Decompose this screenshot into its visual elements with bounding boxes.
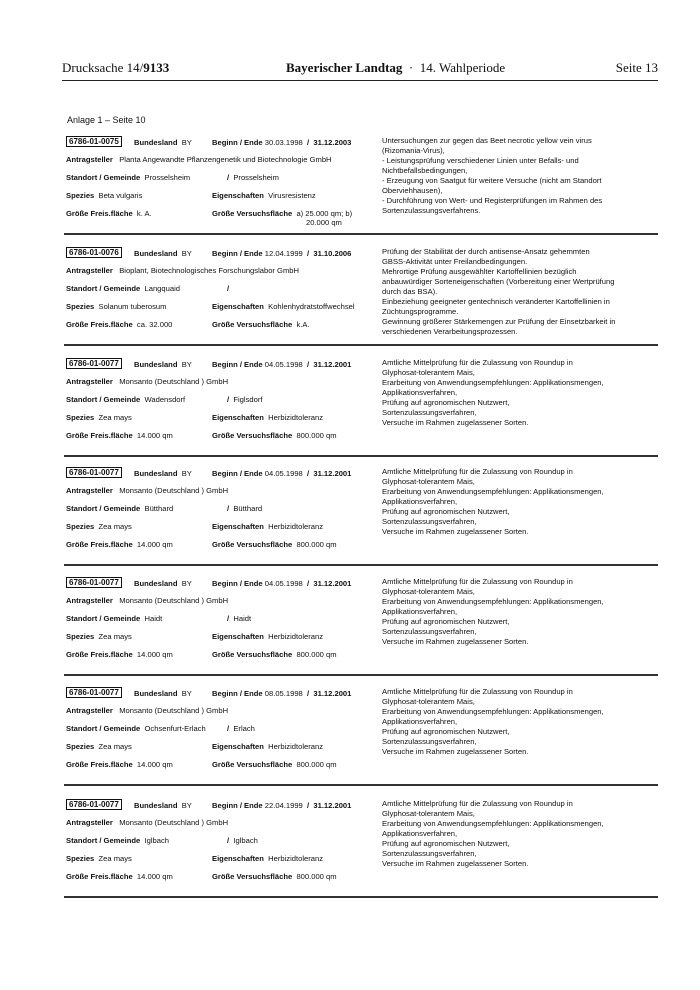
eigenschaften-value: Herbizidtoleranz [268,522,324,531]
record-entry: 6786-01-0077 Bundesland BY Beginn / Ende 22.04.1999 / 31.12.2001 Antragsteller Monsanto (Deutschland ) GmbH Standort / Gemeinde Iglbach / Iglbach Spezies Zea mays Eigenschaften Herbizidtoleranz Größe Freis.fläche 14.000 qm Größe Versuchsfläche 800.000 qm Amtliche Mittelprüfung für die Zulassung von Roundup in Glyphosat-tolerantem Mais, Erarbeitung von Anwendungsempfehlungen: Applikationsmengen, Applikationsverfahren, Prüfung auf agronomischen Nutzwert, Sortenzulassungsverfahren, Versuche im Rahmen zugelassener Sorten. [66,799,658,899]
ende-date: 31.12.2001 [313,469,352,478]
record-divider [64,564,658,566]
description-line: Oberviehhausen), [382,186,443,195]
description-line: Amtliche Mittelprüfung für die Zulassung von Roundup in [382,358,573,367]
standort-value: Iglbach [144,836,169,845]
description-line: Erarbeitung von Anwendungsempfehlungen: Applikationsmengen, [382,378,604,387]
record-id: 6786-01-0077 [66,687,122,698]
description-line: Amtliche Mittelprüfung für die Zulassung von Roundup in [382,687,573,696]
bundesland-label: Bundesland [134,579,178,588]
header-divider [62,80,658,81]
gemeinde-value: Bütthard [233,504,263,513]
ende-date: 31.12.2001 [313,360,352,369]
description-line: Gewinnung größerer Stärkemengen zur Prüfung der Einsetzbarkeit in [382,317,616,326]
description-line: Untersuchungen zur gegen das Beet necrotic yellow vein virus [382,136,592,145]
antragsteller-label: Antragsteller [66,266,113,275]
eigenschaften-label: Eigenschaften [212,632,264,641]
standort-label: Standort / Gemeinde [66,173,141,182]
description-line: Versuche im Rahmen zugelassener Sorten. [382,747,529,756]
eigenschaften-label: Eigenschaften [212,302,264,311]
spezies-value: Zea mays [98,413,132,422]
annex-label: Anlage 1 – Seite 10 [67,115,146,125]
freisflaeche-value: 14.000 qm [136,540,173,549]
freisflaeche-value: 14.000 qm [136,760,173,769]
eigenschaften-value: Herbizidtoleranz [268,413,324,422]
standort-label: Standort / Gemeinde [66,836,141,845]
record-description [382,467,644,537]
antragsteller-label: Antragsteller [66,155,113,164]
beginn-date: 12.04.1999 [264,249,303,258]
parliament-name: Bayerischer Landtag [286,60,403,75]
gemeinde-value: Figlsdorf [233,395,263,404]
beginn-ende-label: Beginn / Ende [212,801,263,810]
ende-date: 31.10.2006 [313,249,352,258]
antragsteller-label: Antragsteller [66,377,113,386]
record-divider [64,674,658,676]
beginn-date: 04.05.1998 [264,469,303,478]
eigenschaften-value: Herbizidtoleranz [268,854,324,863]
record-description [382,358,644,428]
versuchsflaeche-value: 800.000 qm [296,872,337,881]
bundesland-value: BY [181,138,192,147]
ende-date: 31.12.2001 [313,579,352,588]
description-line: Glyphosat-tolerantem Mais, [382,809,475,818]
versuchsflaeche-value: a) 25.000 qm; b) [296,209,353,218]
versuchsflaeche-value: 800.000 qm [296,431,337,440]
record-divider [64,784,658,786]
description-line: Amtliche Mittelprüfung für die Zulassung von Roundup in [382,577,573,586]
record-id: 6786-01-0077 [66,799,122,810]
freisflaeche-value: 14.000 qm [136,872,173,881]
record-entry: 6786-01-0077 Bundesland BY Beginn / Ende 04.05.1998 / 31.12.2001 Antragsteller Monsanto (Deutschland ) GmbH Standort / Gemeinde Wadensdorf / Figlsdorf Spezies Zea mays Eigenschaften Herbizidtoleranz Größe Freis.fläche 14.000 qm Größe Versuchsfläche 800.000 qm Amtliche Mittelprüfung für die Zulassung von Roundup in Glyphosat-tolerantem Mais, Erarbeitung von Anwendungsempfehlungen: Applikationsmengen, Applikationsverfahren, Prüfung auf agronomischen Nutzwert, Sortenzulassungsverfahren, Versuche im Rahmen zugelassener Sorten. [66,358,658,458]
record-id: 6786-01-0076 [66,247,122,258]
spezies-value: Beta vulgaris [98,191,143,200]
standort-value: Wadensdorf [144,395,186,404]
bundesland-label: Bundesland [134,360,178,369]
antragsteller-label: Antragsteller [66,596,113,605]
bundesland-label: Bundesland [134,138,178,147]
spezies-label: Spezies [66,191,95,200]
standort-value: Prosselsheim [144,173,191,182]
description-line: Prüfung auf agronomischen Nutzwert, [382,507,510,516]
beginn-date: 08.05.1998 [264,689,303,698]
bundesland-value: BY [181,469,192,478]
description-line: Glyphosat-tolerantem Mais, [382,587,475,596]
gemeinde-value: Prosselsheim [233,173,279,182]
bundesland-value: BY [181,689,192,698]
description-line: Sortenzulassungsverfahren, [382,627,477,636]
freisflaeche-label: Größe Freis.fläche [66,760,133,769]
versuchsflaeche-label: Größe Versuchsfläche [212,209,293,218]
description-line: Versuche im Rahmen zugelassener Sorten. [382,527,529,536]
record-id: 6786-01-0075 [66,136,122,147]
description-line: - Durchführung von Wert- und Registerprüfungen im Rahmen des [382,196,603,205]
record-description [382,799,644,869]
versuchsflaeche-label: Größe Versuchsfläche [212,872,293,881]
description-line: Sortenzulassungsverfahren, [382,849,477,858]
spezies-label: Spezies [66,854,95,863]
antragsteller-label: Antragsteller [66,486,113,495]
freisflaeche-value: 14.000 qm [136,431,173,440]
description-line: Einbeziehung geeigneter gentechnisch veränderter Kartoffellinien in [382,297,610,306]
spezies-value: Zea mays [98,742,132,751]
record-entry: 6786-01-0075 Bundesland BY Beginn / Ende 30.03.1998 / 31.12.2003 Antragsteller Planta Angewandte Pflanzengenetik und Biotechnologie GmbH Standort / Gemeinde Prosselsheim / Prosselsheim Spezies Beta vulgaris Eigenschaften Virusresistenz Größe Freis.fläche k. A. Größe Versuchsfläche a) 25.000 qm; b) 20.000 qm Untersuchungen zur gegen das Beet necrotic yellow vein virus (Rizomania-Virus), - Leistungsprüfung verschiedener Linien unter Befalls- und Nichtbefallsbedingungen, - Erzeugung von Saatgut für weitere Versuche (nicht am Standort Oberviehhausen), - Durchführung von Wert- und Registerprüfungen im Rahmen des Sortenzulassungsverfahrens. [66,136,658,236]
description-line: - Erzeugung von Saatgut für weitere Versuche (nicht am Standort [382,176,602,185]
antragsteller-value: Monsanto (Deutschland ) GmbH [119,596,229,605]
record-header [66,578,122,587]
description-line: Sortenzulassungsverfahren, [382,517,477,526]
description-line: Erarbeitung von Anwendungsempfehlungen: Applikationsmengen, [382,487,604,496]
freisflaeche-label: Größe Freis.fläche [66,872,133,881]
record-description [382,247,644,337]
beginn-date: 04.05.1998 [264,360,303,369]
description-line: Amtliche Mittelprüfung für die Zulassung von Roundup in [382,467,573,476]
spezies-label: Spezies [66,522,95,531]
spezies-value: Solanum tuberosum [98,302,167,311]
description-line: Applikationsverfahren, [382,497,458,506]
bundesland-label: Bundesland [134,469,178,478]
record-entry: 6786-01-0077 Bundesland BY Beginn / Ende 04.05.1998 / 31.12.2001 Antragsteller Monsanto (Deutschland ) GmbH Standort / Gemeinde Haidt / Haidt Spezies Zea mays Eigenschaften Herbizidtoleranz Größe Freis.fläche 14.000 qm Größe Versuchsfläche 800.000 qm Amtliche Mittelprüfung für die Zulassung von Roundup in Glyphosat-tolerantem Mais, Erarbeitung von Anwendungsempfehlungen: Applikationsmengen, Applikationsverfahren, Prüfung auf agronomischen Nutzwert, Sortenzulassungsverfahren, Versuche im Rahmen zugelassener Sorten. [66,577,658,677]
antragsteller-value: Monsanto (Deutschland ) GmbH [119,377,229,386]
record-description [382,577,644,647]
spezies-value: Zea mays [98,632,132,641]
gemeinde-value: Erlach [233,724,255,733]
freisflaeche-label: Größe Freis.fläche [66,540,133,549]
eigenschaften-label: Eigenschaften [212,413,264,422]
standort-label: Standort / Gemeinde [66,724,141,733]
spezies-value: Zea mays [98,854,132,863]
description-line: - Leistungsprüfung verschiedener Linien unter Befalls- und [382,156,579,165]
spezies-value: Zea mays [98,522,132,531]
standort-label: Standort / Gemeinde [66,284,141,293]
beginn-ende-label: Beginn / Ende [212,689,263,698]
standort-label: Standort / Gemeinde [66,614,141,623]
versuchsflaeche-label: Größe Versuchsfläche [212,650,293,659]
standort-value: Haidt [144,614,163,623]
legislative-period: 14. Wahlperiode [419,60,506,75]
record-divider [64,344,658,346]
description-line: Prüfung auf agronomischen Nutzwert, [382,398,510,407]
spezies-label: Spezies [66,302,95,311]
description-line: anbauwürdiger Sorteneigenschaften (Vorbereitung einer Wertprüfung [382,277,615,286]
spezies-label: Spezies [66,413,95,422]
record-id: 6786-01-0077 [66,358,122,369]
beginn-date: 30.03.1998 [264,138,303,147]
description-line: Applikationsverfahren, [382,717,458,726]
description-line: Prüfung auf agronomischen Nutzwert, [382,839,510,848]
freisflaeche-label: Größe Freis.fläche [66,320,133,329]
description-line: Glyphosat-tolerantem Mais, [382,368,475,377]
beginn-ende-label: Beginn / Ende [212,249,263,258]
record-id: 6786-01-0077 [66,577,122,588]
record-entry: 6786-01-0077 Bundesland BY Beginn / Ende 04.05.1998 / 31.12.2001 Antragsteller Monsanto (Deutschland ) GmbH Standort / Gemeinde Bütthard / Bütthard Spezies Zea mays Eigenschaften Herbizidtoleranz Größe Freis.fläche 14.000 qm Größe Versuchsfläche 800.000 qm Amtliche Mittelprüfung für die Zulassung von Roundup in Glyphosat-tolerantem Mais, Erarbeitung von Anwendungsempfehlungen: Applikationsmengen, Applikationsverfahren, Prüfung auf agronomischen Nutzwert, Sortenzulassungsverfahren, Versuche im Rahmen zugelassener Sorten. [66,467,658,567]
description-line: durch das BSA). [382,287,438,296]
freisflaeche-label: Größe Freis.fläche [66,650,133,659]
eigenschaften-value: Herbizidtoleranz [268,742,324,751]
page-number: Seite 13 [615,60,658,75]
description-line: Amtliche Mittelprüfung für die Zulassung von Roundup in [382,799,573,808]
standort-value: Langquaid [144,284,180,293]
description-line: (Rizomania-Virus), [382,146,445,155]
antragsteller-value: Monsanto (Deutschland ) GmbH [119,706,229,715]
versuchsflaeche-label: Größe Versuchsfläche [212,760,293,769]
record-description [382,687,644,757]
record-id: 6786-01-0077 [66,467,122,478]
freisflaeche-label: Größe Freis.fläche [66,431,133,440]
beginn-ende-label: Beginn / Ende [212,360,263,369]
description-line: Applikationsverfahren, [382,829,458,838]
ende-date: 31.12.2001 [313,801,352,810]
description-line: Züchtungsprogramme. [382,307,459,316]
bundesland-label: Bundesland [134,249,178,258]
spezies-label: Spezies [66,632,95,641]
description-line: Erarbeitung von Anwendungsempfehlungen: Applikationsmengen, [382,707,604,716]
description-line: Glyphosat-tolerantem Mais, [382,477,475,486]
description-line: Versuche im Rahmen zugelassener Sorten. [382,859,529,868]
antragsteller-value: Planta Angewandte Pflanzengenetik und Biotechnologie GmbH [119,155,332,164]
description-line: Glyphosat-tolerantem Mais, [382,697,475,706]
description-line: Nichtbefallsbedingungen, [382,166,468,175]
freisflaeche-value: k. A. [136,209,152,218]
versuchsflaeche-value: 800.000 qm [296,760,337,769]
antragsteller-label: Antragsteller [66,706,113,715]
description-line: Applikationsverfahren, [382,607,458,616]
description-line: Sortenzulassungsverfahren, [382,737,477,746]
spezies-label: Spezies [66,742,95,751]
record-header [66,137,122,146]
eigenschaften-label: Eigenschaften [212,854,264,863]
eigenschaften-value: Kohlenhydratstoffwechsel [268,302,355,311]
gemeinde-value: Iglbach [233,836,258,845]
standort-value: Bütthard [144,504,174,513]
versuchsflaeche-label: Größe Versuchsfläche [212,540,293,549]
eigenschaften-value: Virusresistenz [268,191,316,200]
versuchsflaeche-value-cont: 20.000 qm [306,218,342,227]
ende-date: 31.12.2001 [313,689,352,698]
antragsteller-label: Antragsteller [66,818,113,827]
versuchsflaeche-value: k.A. [296,320,310,329]
beginn-date: 22.04.1999 [264,801,303,810]
description-line: Erarbeitung von Anwendungsempfehlungen: Applikationsmengen, [382,597,604,606]
versuchsflaeche-label: Größe Versuchsfläche [212,320,293,329]
header-center: Bayerischer Landtag · 14. Wahlperiode [286,60,506,75]
versuchsflaeche-label: Größe Versuchsfläche [212,431,293,440]
versuchsflaeche-value: 800.000 qm [296,540,337,549]
eigenschaften-value: Herbizidtoleranz [268,632,324,641]
description-line: Prüfung der Stabilität der durch antisense-Ansatz gehemmten [382,247,590,256]
bundesland-value: BY [181,801,192,810]
beginn-ende-label: Beginn / Ende [212,579,263,588]
beginn-ende-label: Beginn / Ende [212,138,263,147]
ende-date: 31.12.2003 [313,138,352,147]
record-header [66,800,122,809]
description-line: Prüfung auf agronomischen Nutzwert, [382,727,510,736]
eigenschaften-label: Eigenschaften [212,522,264,531]
document-number: Drucksache 14/9133 [62,60,170,75]
description-line: verschiedenen Verarbeitungsprozessen. [382,327,518,336]
bundesland-label: Bundesland [134,689,178,698]
bundesland-value: BY [181,249,192,258]
gemeinde-value: Haidt [233,614,252,623]
eigenschaften-label: Eigenschaften [212,742,264,751]
standort-label: Standort / Gemeinde [66,504,141,513]
record-description [382,136,644,216]
versuchsflaeche-value: 800.000 qm [296,650,337,659]
antragsteller-value: Monsanto (Deutschland ) GmbH [119,818,229,827]
standort-value: Ochsenfurt-Erlach [144,724,206,733]
description-line: Mehrortige Prüfung ausgewählter Kartoffellinien bezüglich [382,267,577,276]
record-header [66,688,122,697]
antragsteller-value: Bioplant, Biotechnologisches Forschungslabor GmbH [119,266,300,275]
bundesland-label: Bundesland [134,801,178,810]
freisflaeche-label: Größe Freis.fläche [66,209,133,218]
bundesland-value: BY [181,360,192,369]
standort-label: Standort / Gemeinde [66,395,141,404]
description-line: Applikationsverfahren, [382,388,458,397]
freisflaeche-value: 14.000 qm [136,650,173,659]
description-line: Sortenzulassungsverfahren, [382,408,477,417]
record-divider [64,455,658,457]
record-header [66,468,122,477]
bundesland-value: BY [181,579,192,588]
beginn-ende-label: Beginn / Ende [212,469,263,478]
description-line: Versuche im Rahmen zugelassener Sorten. [382,637,529,646]
beginn-date: 04.05.1998 [264,579,303,588]
freisflaeche-value: ca. 32.000 [136,320,173,329]
record-header [66,248,122,257]
eigenschaften-label: Eigenschaften [212,191,264,200]
record-entry: 6786-01-0077 Bundesland BY Beginn / Ende 08.05.1998 / 31.12.2001 Antragsteller Monsanto (Deutschland ) GmbH Standort / Gemeinde Ochsenfurt-Erlach / Erlach Spezies Zea mays Eigenschaften Herbizidtoleranz Größe Freis.fläche 14.000 qm Größe Versuchsfläche 800.000 qm Amtliche Mittelprüfung für die Zulassung von Roundup in Glyphosat-tolerantem Mais, Erarbeitung von Anwendungsempfehlungen: Applikationsmengen, Applikationsverfahren, Prüfung auf agronomischen Nutzwert, Sortenzulassungsverfahren, Versuche im Rahmen zugelassener Sorten. [66,687,658,787]
record-header [66,359,122,368]
description-line: Erarbeitung von Anwendungsempfehlungen: Applikationsmengen, [382,819,604,828]
description-line: Prüfung auf agronomischen Nutzwert, [382,617,510,626]
description-line: Sortenzulassungsverfahrens. [382,206,481,215]
description-line: Versuche im Rahmen zugelassener Sorten. [382,418,529,427]
antragsteller-value: Monsanto (Deutschland ) GmbH [119,486,229,495]
record-divider [64,896,658,898]
record-divider [64,233,658,235]
description-line: GBSS-Aktivität unter Freilandbedingungen. [382,257,528,266]
record-entry: 6786-01-0076 Bundesland BY Beginn / Ende 12.04.1999 / 31.10.2006 Antragsteller Bioplant, Biotechnologisches Forschungslabor GmbH Standort / Gemeinde Langquaid / Spezies Solanum tuberosum Eigenschaften Kohlenhydratstoffwechsel Größe Freis.fläche ca. 32.000 Größe Versuchsfläche k.A. Prüfung der Stabilität der durch antisense-Ansatz gehemmten GBSS-Aktivität unter Freilandbedingungen. Mehrortige Prüfung ausgewählter Kartoffellinien bezüglich anbauwürdiger Sorteneigenschaften (Vorbereitung einer Wertprüfung durch das BSA). Einbeziehung geeigneter gentechnisch veränderter Kartoffellinien in Züchtungsprogramme. Gewinnung größerer Stärkemengen zur Prüfung der Einsetzbarkeit in verschiedenen Verarbeitungsprozessen. [66,247,658,347]
page-header [62,60,658,80]
